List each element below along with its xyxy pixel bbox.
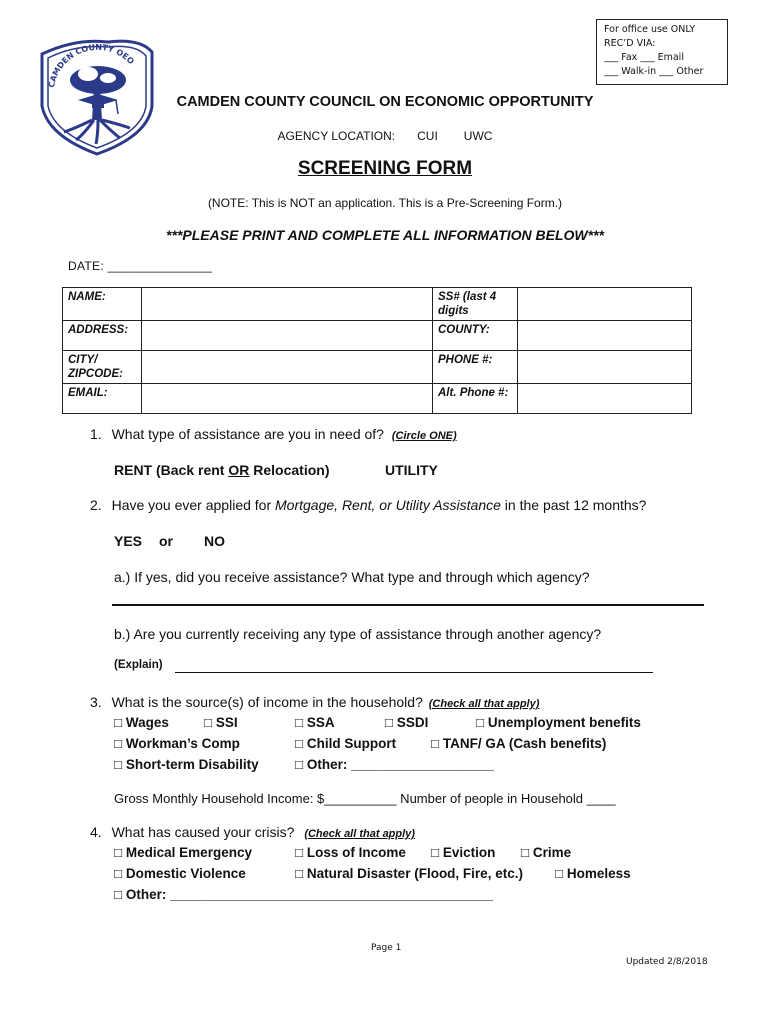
checkbox-homeless[interactable]: □ Homeless (555, 866, 631, 881)
q2-option-yes[interactable]: YES (114, 533, 143, 549)
ss-input-cell[interactable] (518, 288, 692, 321)
page-number: Page 1 (371, 943, 402, 953)
applicant-info-table (62, 287, 692, 414)
q3-text: What is the source(s) of income in the household? (111, 694, 423, 710)
office-line-1: For office use ONLY (604, 24, 696, 35)
checkbox-wages[interactable]: □ Wages (114, 715, 169, 730)
checkbox-short-term-disability[interactable]: □ Short-term Disability (114, 757, 259, 772)
checkbox-income-other[interactable]: □ Other: ___________________ (295, 757, 494, 772)
checkbox-domestic-violence[interactable]: □ Domestic Violence (114, 866, 246, 881)
q2-text-em: Mortgage, Rent, or Utility Assistance (275, 497, 501, 513)
checkbox-ssdi[interactable]: □ SSDI (385, 715, 429, 730)
q1-text: What type of assistance are you in need of? (111, 426, 384, 442)
q1-number: 1. (90, 426, 102, 442)
checkbox-tanf[interactable]: □ TANF/ GA (Cash benefits) (431, 736, 607, 751)
checkbox-natural-disaster[interactable]: □ Natural Disaster (Flood, Fire, etc.) (295, 866, 523, 881)
office-line-2: REC’D VIA: (604, 38, 656, 49)
checkbox-crisis-other[interactable]: □ Other: ___________________________________________ (114, 887, 494, 902)
form-note: (NOTE: This is NOT an application. This is a Pre-Screening Form.) (207, 196, 563, 210)
alt-phone-input-cell[interactable] (518, 384, 692, 414)
q2-number: 2. (90, 497, 102, 513)
question-4 (90, 824, 415, 840)
address-input-cell[interactable] (142, 321, 433, 351)
q1-option-utility[interactable]: UTILITY (385, 462, 438, 478)
q1-rent-text-b: Relocation) (249, 462, 330, 478)
q2-explain-line[interactable] (175, 672, 653, 673)
checkbox-ssi[interactable]: □ SSI (204, 715, 238, 730)
agency-location-label: AGENCY LOCATION: (277, 129, 396, 143)
checkbox-eviction[interactable]: □ Eviction (431, 845, 496, 860)
q2-a-answer-line[interactable] (112, 604, 704, 606)
logo-text: CAMDEN COUNTY OEO (47, 42, 136, 89)
checkbox-child-support[interactable]: □ Child Support (295, 736, 397, 751)
office-line-4: ___ Walk-in ___ Other (604, 66, 704, 77)
q1-option-rent[interactable] (114, 462, 329, 478)
checkbox-loss-of-income[interactable]: □ Loss of Income (295, 845, 406, 860)
updated-date: Updated 2/8/2018 (626, 957, 708, 967)
q4-text: What has caused your crisis? (111, 824, 295, 840)
question-2 (90, 497, 646, 513)
checkbox-workmans-comp[interactable]: □ Workman’s Comp (114, 736, 240, 751)
city-zip-input-cell[interactable] (142, 351, 433, 384)
office-use-box (596, 19, 728, 85)
phone-label: PHONE #: (433, 351, 518, 384)
agency-location (0, 129, 770, 143)
ss-label: SS# (last 4 digits (433, 288, 518, 321)
q2-or: or (159, 533, 173, 549)
q3-hint: (Check all that apply) (428, 698, 540, 710)
checkbox-medical-emergency[interactable]: □ Medical Emergency (114, 845, 252, 860)
form-title: SCREENING FORM (297, 158, 473, 179)
checkbox-unemployment[interactable]: □ Unemployment benefits (476, 715, 641, 730)
q4-number: 4. (90, 824, 102, 840)
q1-rent-text-a: RENT (Back rent (114, 462, 229, 478)
question-1 (90, 426, 457, 442)
checkbox-ssa[interactable]: □ SSA (295, 715, 335, 730)
email-input-cell[interactable] (142, 384, 433, 414)
agency-option-cui: CUI (417, 129, 438, 143)
date-field[interactable]: DATE: _______________ (68, 259, 213, 273)
q1-rent-or: OR (228, 462, 250, 478)
phone-input-cell[interactable] (518, 351, 692, 384)
form-instruction: ***PLEASE PRINT AND COMPLETE ALL INFORMATION BELOW*** (166, 227, 604, 243)
q4-hint: (Check all that apply) (304, 828, 415, 840)
alt-phone-label: Alt. Phone #: (433, 384, 518, 414)
county-label: COUNTY: (433, 321, 518, 351)
name-input-cell[interactable] (142, 288, 433, 321)
county-input-cell[interactable] (518, 321, 692, 351)
office-line-3: ___ Fax ___ Email (604, 52, 684, 63)
question-3 (90, 694, 539, 710)
name-label: NAME: (63, 288, 142, 321)
q2-text-a: Have you ever applied for (111, 497, 276, 513)
agency-option-uwc: UWC (463, 129, 493, 143)
q1-hint: (Circle ONE) (391, 430, 457, 442)
q2-part-a: a.) If yes, did you receive assistance? What type and through which agency? (114, 569, 590, 585)
q3-number: 3. (90, 694, 102, 710)
email-label: EMAIL: (63, 384, 142, 414)
q2-text-b: in the past 12 months? (500, 497, 647, 513)
checkbox-crime[interactable]: □ Crime (521, 845, 572, 860)
organization-title: CAMDEN COUNTY COUNCIL ON ECONOMIC OPPORTUNITY (176, 94, 594, 110)
q2-part-b: b.) Are you currently receiving any type of assistance through another agency? (114, 626, 602, 642)
city-zip-label: CITY/ ZIPCODE: (63, 351, 142, 384)
address-label: ADDRESS: (63, 321, 142, 351)
gross-income-line[interactable]: Gross Monthly Household Income: $__________ Number of people in Household ____ (114, 791, 616, 806)
q2-explain-label: (Explain) (114, 659, 163, 671)
q2-option-no[interactable]: NO (204, 533, 225, 549)
